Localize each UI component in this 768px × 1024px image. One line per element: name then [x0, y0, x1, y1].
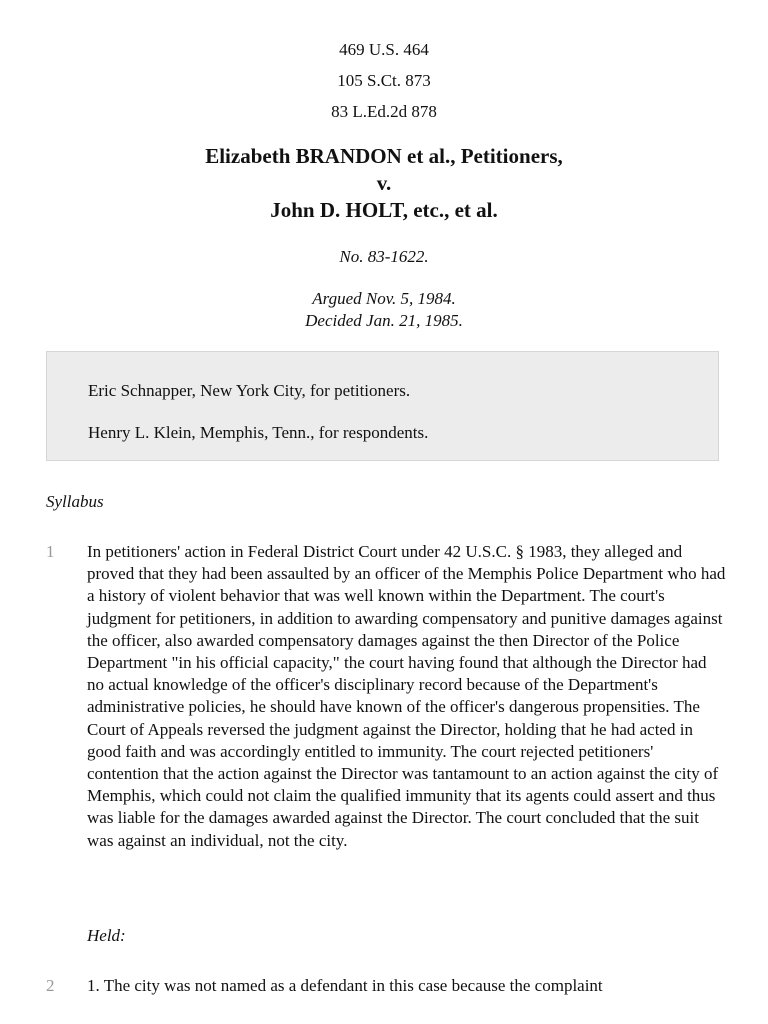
caption-versus: v.: [376, 171, 392, 195]
decided-date: Decided Jan. 21, 1985.: [305, 311, 463, 330]
docket-number: No. 83-1622.: [339, 247, 429, 266]
citation-us-reports: 469 U.S. 464: [339, 40, 429, 59]
caption-petitioner: Elizabeth BRANDON et al., Petitioners,: [205, 144, 563, 168]
paragraph-number: 2: [46, 976, 55, 995]
caption-respondent: John D. HOLT, etc., et al.: [270, 198, 498, 222]
counsel-respondents: Henry L. Klein, Memphis, Tenn., for respondents.: [88, 423, 429, 442]
citation-lawyers-edition: 83 L.Ed.2d 878: [331, 102, 437, 121]
case-dates: [0, 288, 768, 332]
argued-date: Argued Nov. 5, 1984.: [312, 289, 456, 308]
paragraph-text: In petitioners' action in Federal District Court under 42 U.S.C. § 1983, they alleged and proved that they had been assaulted by an officer of the Memphis Police Department who had a history of violent behavior that was well known within the Department. The court's judgment for petitioners, in addition to awarding compensatory and punitive damages against the officer, also awarded compensatory damages against the then Director of the Police Department "in his official capacity," the court having found that although the Director had no actual knowledge of the officer's disciplinary record because of the Department's administrative policies, he should have known of the officer's dangerous propensities. The Court of Appeals reversed the judgment against the Director, holding that he had acted in good faith and was accordingly entitled to immunity. The court rejected petitioners' contention that the action against the Director was tantamount to an action against the city of Memphis, which could not claim the qualified immunity that its agents could assert and thus was liable for the damages awarded against the Director. The court concluded that the suit was against an individual, not the city.: [87, 542, 726, 850]
counsel-box: [46, 351, 719, 461]
paragraph-text: 1. The city was not named as a defendant in this case because the complaint: [87, 976, 603, 995]
citation-block: [0, 34, 768, 127]
case-caption: [0, 143, 768, 224]
held-heading: Held:: [87, 926, 126, 945]
citation-supreme-court-reporter: 105 S.Ct. 873: [337, 71, 431, 90]
paragraph-number: 1: [46, 542, 55, 561]
syllabus-heading: Syllabus: [46, 492, 104, 511]
counsel-petitioners: Eric Schnapper, New York City, for petitioners.: [88, 381, 411, 400]
